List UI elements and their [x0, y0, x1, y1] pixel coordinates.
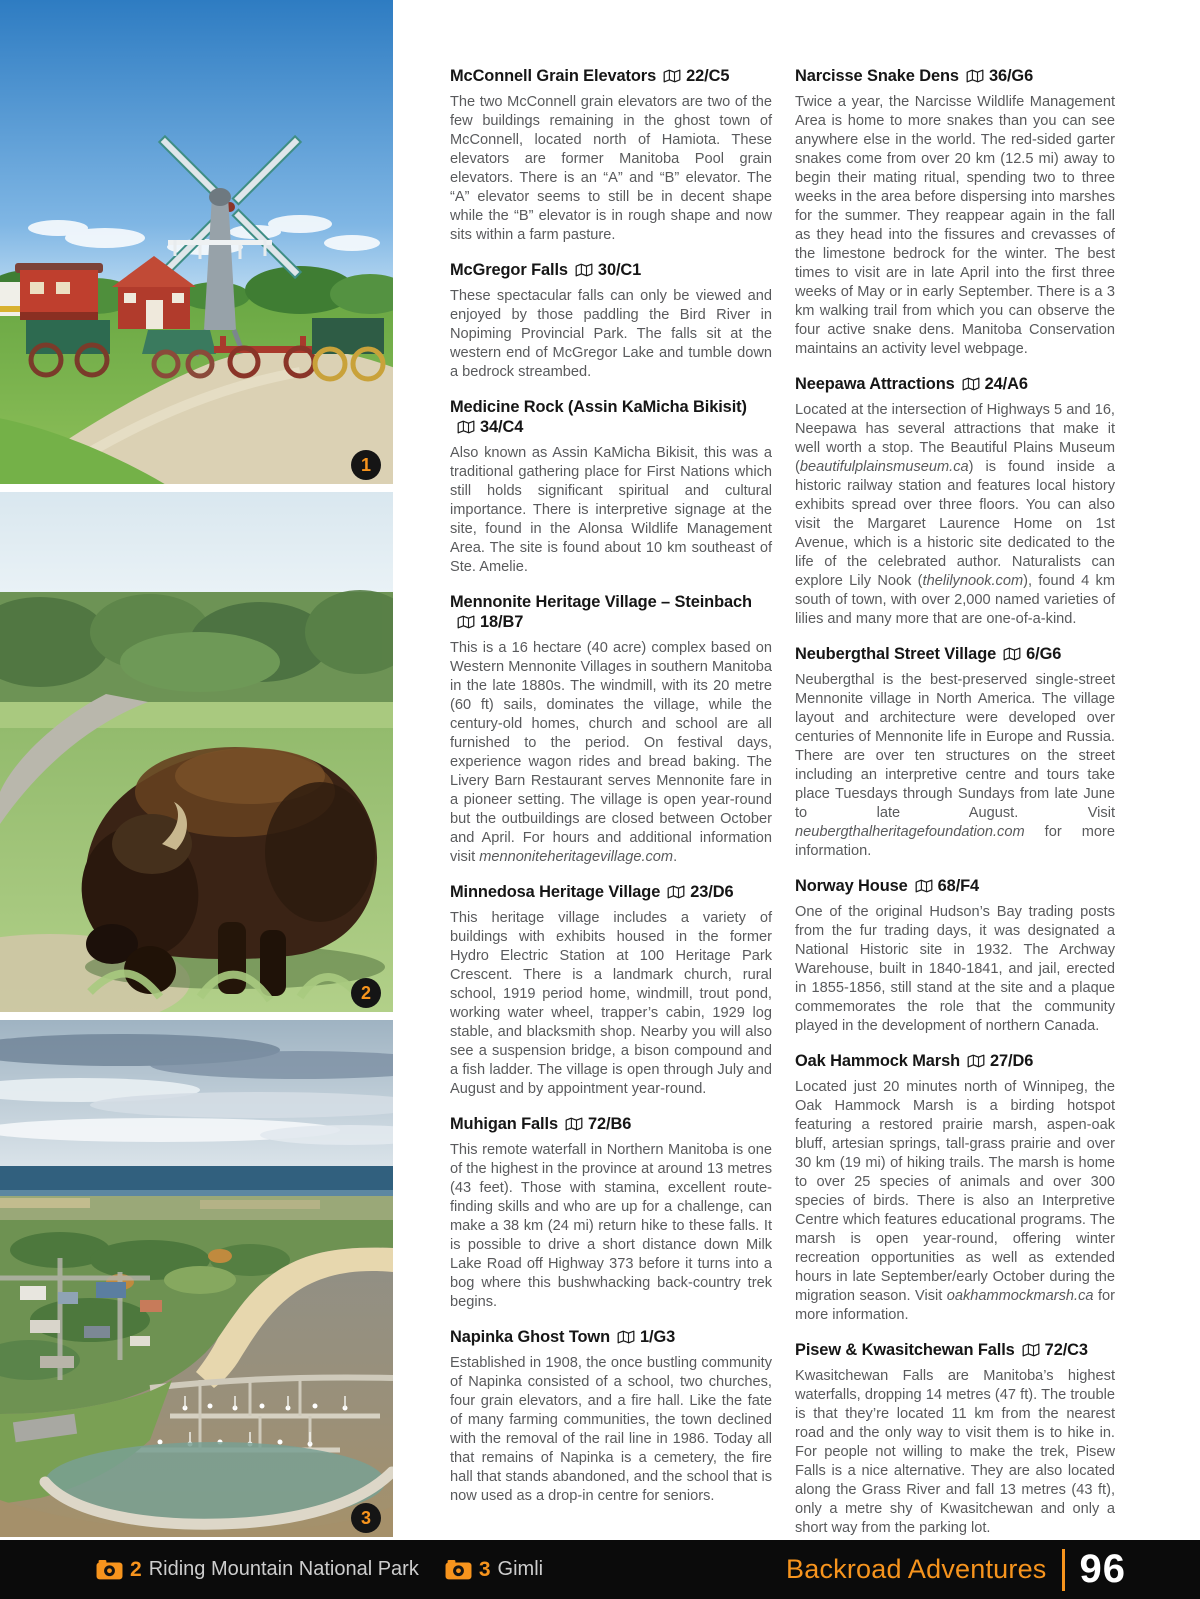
- body-text: for more information.: [795, 1288, 1115, 1323]
- map-icon: [667, 885, 685, 899]
- section-heading: [795, 644, 1115, 664]
- website-url: neubergthalheritagefoundation.com: [795, 824, 1025, 840]
- section-title: Napinka Ghost Town: [450, 1328, 610, 1346]
- map-icon: [565, 1117, 583, 1131]
- attraction-section: [450, 1327, 772, 1506]
- map-icon: [966, 69, 984, 83]
- section-heading: [450, 66, 772, 86]
- body-text: ) is found inside a historic railway station and features local history exhibits spread over three floors. You can also visit the Margaret Laurence Home on 1st Avenue, which is a historic site dedicated to the life of the celebrated author. Naturalists can explore Lily Nook (: [795, 459, 1115, 589]
- section-heading: [795, 1051, 1115, 1071]
- map-reference: [565, 1115, 631, 1133]
- map-icon: [967, 1054, 985, 1068]
- body-text: One of the original Hudson’s Bay trading posts from the fur trading days, it was designated a National Historic site in 1932. The Archway Warehouse, built in 1840-1841, and jail, erected in 1855-1856, still stand at the site and a plaque commemorates the role that the community played in the development of northern Canada.: [795, 904, 1115, 1034]
- section-body: [795, 93, 1115, 359]
- body-text: Kwasitchewan Falls are Manitoba’s highest waterfalls, dropping 14 metres (47 ft). The trouble is that they’re located 11 km from the nearest road and the only way to visit them is to hike in. For people not willing to make the trek, Pisew Falls is a nice alternative. They are also located along the Grass River and fall 13 metres (43 ft), only a metre shy of Kwasitchewan and only a short way from the parking lot.: [795, 1368, 1115, 1536]
- map-reference: [966, 67, 1033, 85]
- section-heading: [450, 882, 772, 902]
- section-body: [795, 401, 1115, 629]
- attraction-section: [450, 66, 772, 245]
- map-grid-ref: 22/C5: [686, 67, 730, 85]
- photo-aerial-harbour: [0, 1020, 393, 1537]
- map-reference: [962, 375, 1028, 393]
- camera-icon: [96, 1559, 123, 1580]
- map-grid-ref: 36/G6: [988, 67, 1034, 85]
- map-reference: [457, 613, 523, 631]
- photo-windmill-farm-illustration: [0, 0, 393, 484]
- website-url: oakhammockmarsh.ca: [946, 1288, 1094, 1304]
- map-grid-ref: 23/D6: [690, 883, 734, 901]
- section-title: Minnedosa Heritage Village: [450, 883, 661, 901]
- red-caboose: [15, 263, 103, 320]
- body-text: This remote waterfall in Northern Manitoba is one of the highest in the province at around 13 metres (43 feet). Those with stamina, excellent route-finding skills and who are up for a challenge, can make a 38 km (24 mi) return hike to these falls. It is possible to drive a short distance down Milk Lake Road off Highway 373 before it turns into a bog where this bushwhacking back-country trek begins.: [450, 1142, 772, 1310]
- camera-icon: [445, 1559, 472, 1580]
- section-title: Oak Hammock Marsh: [795, 1052, 961, 1070]
- map-icon: [457, 615, 475, 629]
- map-grid-ref: 1/G3: [640, 1328, 676, 1346]
- photo-credit-label: Gimli: [497, 1558, 544, 1580]
- map-icon: [663, 69, 681, 83]
- map-grid-ref: 27/D6: [990, 1052, 1034, 1070]
- map-grid-ref: 68/F4: [937, 877, 980, 895]
- body-text: .: [673, 849, 678, 865]
- section-body: [795, 1367, 1115, 1538]
- body-text: Neubergthal is the best-preserved single-street Mennonite village in North America. The village layout and architecture were developed over centuries of Mennonite life in Europe and Russia. There are over ten structures on the street including an interpretive centre and tours take place Tuesdays through Sundays from late June to late August. Visit: [795, 672, 1115, 821]
- body-text: for more information.: [795, 824, 1115, 859]
- footer-divider: [1062, 1549, 1065, 1591]
- map-reference: [457, 418, 523, 436]
- map-reference: [1003, 645, 1061, 663]
- section-title: Pisew & Kwasitchewan Falls: [795, 1341, 1015, 1359]
- attraction-section: [795, 876, 1115, 1036]
- section-heading: [450, 1327, 772, 1347]
- body-text: Located at the intersection of Highways 5 and 16, Neepawa has several attractions that make it well worth a stop. The Beautiful Plains Museum (: [795, 402, 1115, 475]
- map-grid-ref: 18/B7: [480, 613, 524, 631]
- section-title: Norway House: [795, 877, 908, 895]
- section-heading: [795, 1340, 1115, 1360]
- map-reference: [575, 261, 641, 279]
- attraction-section: [795, 374, 1115, 629]
- body-text: Also known as Assin KaMicha Bikisit, this was a traditional gathering place for First Nations which still holds significant spiritual and cultural importance. There is interpretive signage at the site, found in the Alonsa Wildlife Management Area. The site is found about 10 km southeast of Ste. Amelie.: [450, 445, 772, 575]
- photo-bison-illustration: [0, 492, 393, 1012]
- map-icon: [1003, 647, 1021, 661]
- book-title: Backroad Adventures: [786, 1554, 1047, 1584]
- map-reference: [1022, 1341, 1088, 1359]
- section-title: McConnell Grain Elevators: [450, 67, 657, 85]
- photo-bison: [0, 492, 393, 1012]
- map-icon: [962, 377, 980, 391]
- map-reference: [967, 1052, 1033, 1070]
- photo-number-badge: 1: [351, 450, 381, 480]
- photo-number-badge: 2: [351, 978, 381, 1008]
- text-column-right: [795, 66, 1115, 1538]
- text-column-left: [450, 66, 772, 1506]
- body-text: These spectacular falls can only be viewed and enjoyed by those paddling the Bird River in Nopiming Provincial Park. The falls sit at the western end of McGregor Lake and tumble down a bedrock streambed.: [450, 288, 772, 380]
- section-body: [450, 639, 772, 867]
- photo-windmill-farm: [0, 0, 393, 484]
- attraction-section: [795, 66, 1115, 359]
- attraction-section: [450, 397, 772, 577]
- map-reference: [667, 883, 733, 901]
- photo-credit-number: 3: [478, 1557, 491, 1581]
- section-title: Neubergthal Street Village: [795, 645, 997, 663]
- body-text: This heritage village includes a variety of buildings with exhibits housed in the former Hydro Electric Station at 100 Heritage Park Crescent. There is a landmark church, rural school, 1919 period home, windmill, trout pond, working water wheel, trapper’s cabin, 1929 log stable, and blacksmith shop. Nearby you will also see a suspension bridge, a bison compound and a fish ladder. The village is open through July and August and by appointment year-round.: [450, 910, 772, 1097]
- map-icon: [1022, 1343, 1040, 1357]
- section-heading: [795, 876, 1115, 896]
- section-body: [795, 1078, 1115, 1325]
- section-title: Mennonite Heritage Village – Steinbach: [450, 593, 752, 611]
- attraction-section: [795, 1051, 1115, 1325]
- body-text: Twice a year, the Narcisse Wildlife Management Area is home to more snakes than you can see anywhere else in the world. The red-sided garter snakes come from over 20 km (12.5 mi) away to begin their mating ritual, spending two to three weeks in the area before dispersing into marshes for the summer. They reappear again in the fall as they head into the fissures and crevasses of the limestone bedrock for the winter. The best times to visit are in late April into the first three weeks of May or in early September. There is a 3 km walking trail from which you can observe the four active snake dens. Manitoba Conservation maintains an activity level webpage.: [795, 94, 1115, 357]
- section-body: [450, 1354, 772, 1506]
- map-reference: [617, 1328, 675, 1346]
- map-grid-ref: 34/C4: [480, 418, 524, 436]
- map-reference: [915, 877, 979, 895]
- photo-credits: [96, 1540, 543, 1599]
- body-text: The two McConnell grain elevators are two of the few buildings remaining in the ghost town of McConnell, located north of Hamiota. These elevators are former Manitoba Pool grain elevators. There is an “A” and “B” elevator. The “A” elevator seems to still be in decent shape while the “B” elevator is in rough shape and now sits within a farm pasture.: [450, 94, 772, 243]
- map-grid-ref: 24/A6: [984, 375, 1028, 393]
- page-number: 96: [1079, 1547, 1126, 1591]
- body-text: This is a 16 hectare (40 acre) complex based on Western Mennonite Villages in southern Manitoba in the late 1880s. The windmill, with its 20 metre (60 ft) sails, dominates the village, while the century-old homes, church and school are all furnished to the period. On festival days, experience wagon rides and bread baking. The Livery Barn Restaurant serves Mennonite fare in a pioneer setting. The village is open year-round but the outbuildings are closed between October and April. For hours and additional information visit: [450, 640, 772, 865]
- photo-credit-number: 2: [130, 1557, 142, 1581]
- photo-credit: [96, 1558, 419, 1582]
- map-icon: [915, 879, 933, 893]
- website-url: thelilynook.com: [922, 573, 1024, 589]
- section-heading: [795, 66, 1115, 86]
- section-body: [450, 909, 772, 1099]
- map-icon: [457, 420, 475, 434]
- photo-credit-label: Riding Mountain National Park: [148, 1558, 419, 1580]
- map-reference: [663, 67, 729, 85]
- map-grid-ref: 6/G6: [1026, 645, 1062, 663]
- section-body: [795, 903, 1115, 1036]
- map-grid-ref: 72/C3: [1044, 1341, 1088, 1359]
- section-heading: [795, 374, 1115, 394]
- section-body: [450, 93, 772, 245]
- website-url: beautifulplainsmuseum.ca: [799, 459, 969, 475]
- photo-number-badge: 3: [351, 1503, 381, 1533]
- body-text: ), found 4 km south of town, with over 2,000 named varieties of lilies and many more that are one-of-a-kind.: [795, 573, 1115, 627]
- map-grid-ref: 30/C1: [597, 261, 642, 279]
- section-heading: [450, 260, 772, 280]
- section-body: [450, 1141, 772, 1312]
- section-body: [450, 287, 772, 382]
- section-heading: [450, 1114, 772, 1134]
- footer-brand-block: [786, 1540, 1126, 1599]
- photo-aerial-harbour-illustration: [0, 1020, 393, 1537]
- map-icon: [575, 263, 593, 277]
- section-title: Narcisse Snake Dens: [795, 67, 959, 85]
- section-title: McGregor Falls: [450, 261, 568, 279]
- map-grid-ref: 72/B6: [587, 1115, 632, 1133]
- attraction-section: [795, 1340, 1115, 1538]
- section-body: [795, 671, 1115, 861]
- section-title: Neepawa Attractions: [795, 375, 955, 393]
- attraction-section: [795, 644, 1115, 861]
- attraction-section: [450, 260, 772, 382]
- section-title: Medicine Rock (Assin KaMicha Bikisit): [450, 398, 747, 416]
- section-heading: [450, 592, 772, 632]
- attraction-section: [450, 1114, 772, 1312]
- section-title: Muhigan Falls: [450, 1115, 558, 1133]
- section-heading: [450, 397, 772, 437]
- section-body: [450, 444, 772, 577]
- page-footer: [0, 1540, 1200, 1599]
- map-icon: [617, 1330, 635, 1344]
- body-text: Established in 1908, the once bustling community of Napinka consisted of a school, two churches, four grain elevators, and a fire hall. Like the fate of many farming communities, the town declined with the removal of the rail line in 1986. Today all that remains of Napinka is a cemetery, the fire hall that stands abandoned, and the school that is now used as a drop-in centre for seniors.: [450, 1355, 772, 1504]
- photo-credit: [445, 1558, 543, 1582]
- website-url: mennoniteheritagevillage.com: [479, 849, 674, 865]
- attraction-section: [450, 592, 772, 867]
- attraction-section: [450, 882, 772, 1099]
- body-text: Located just 20 minutes north of Winnipeg, the Oak Hammock Marsh is a birding hotspot featuring a restored prairie marsh, aspen-oak bluff, artesian springs, tall-grass prairie and over 30 km (19 mi) of hiking trails. The marsh is home to over 25 species of animals and over 300 species of birds. There is also an Interpretive Centre which features educational programs. The marsh is open year-round, offering winter recreation opportunities as well as extended hours in late September/early October during the migration season. Visit: [795, 1079, 1115, 1304]
